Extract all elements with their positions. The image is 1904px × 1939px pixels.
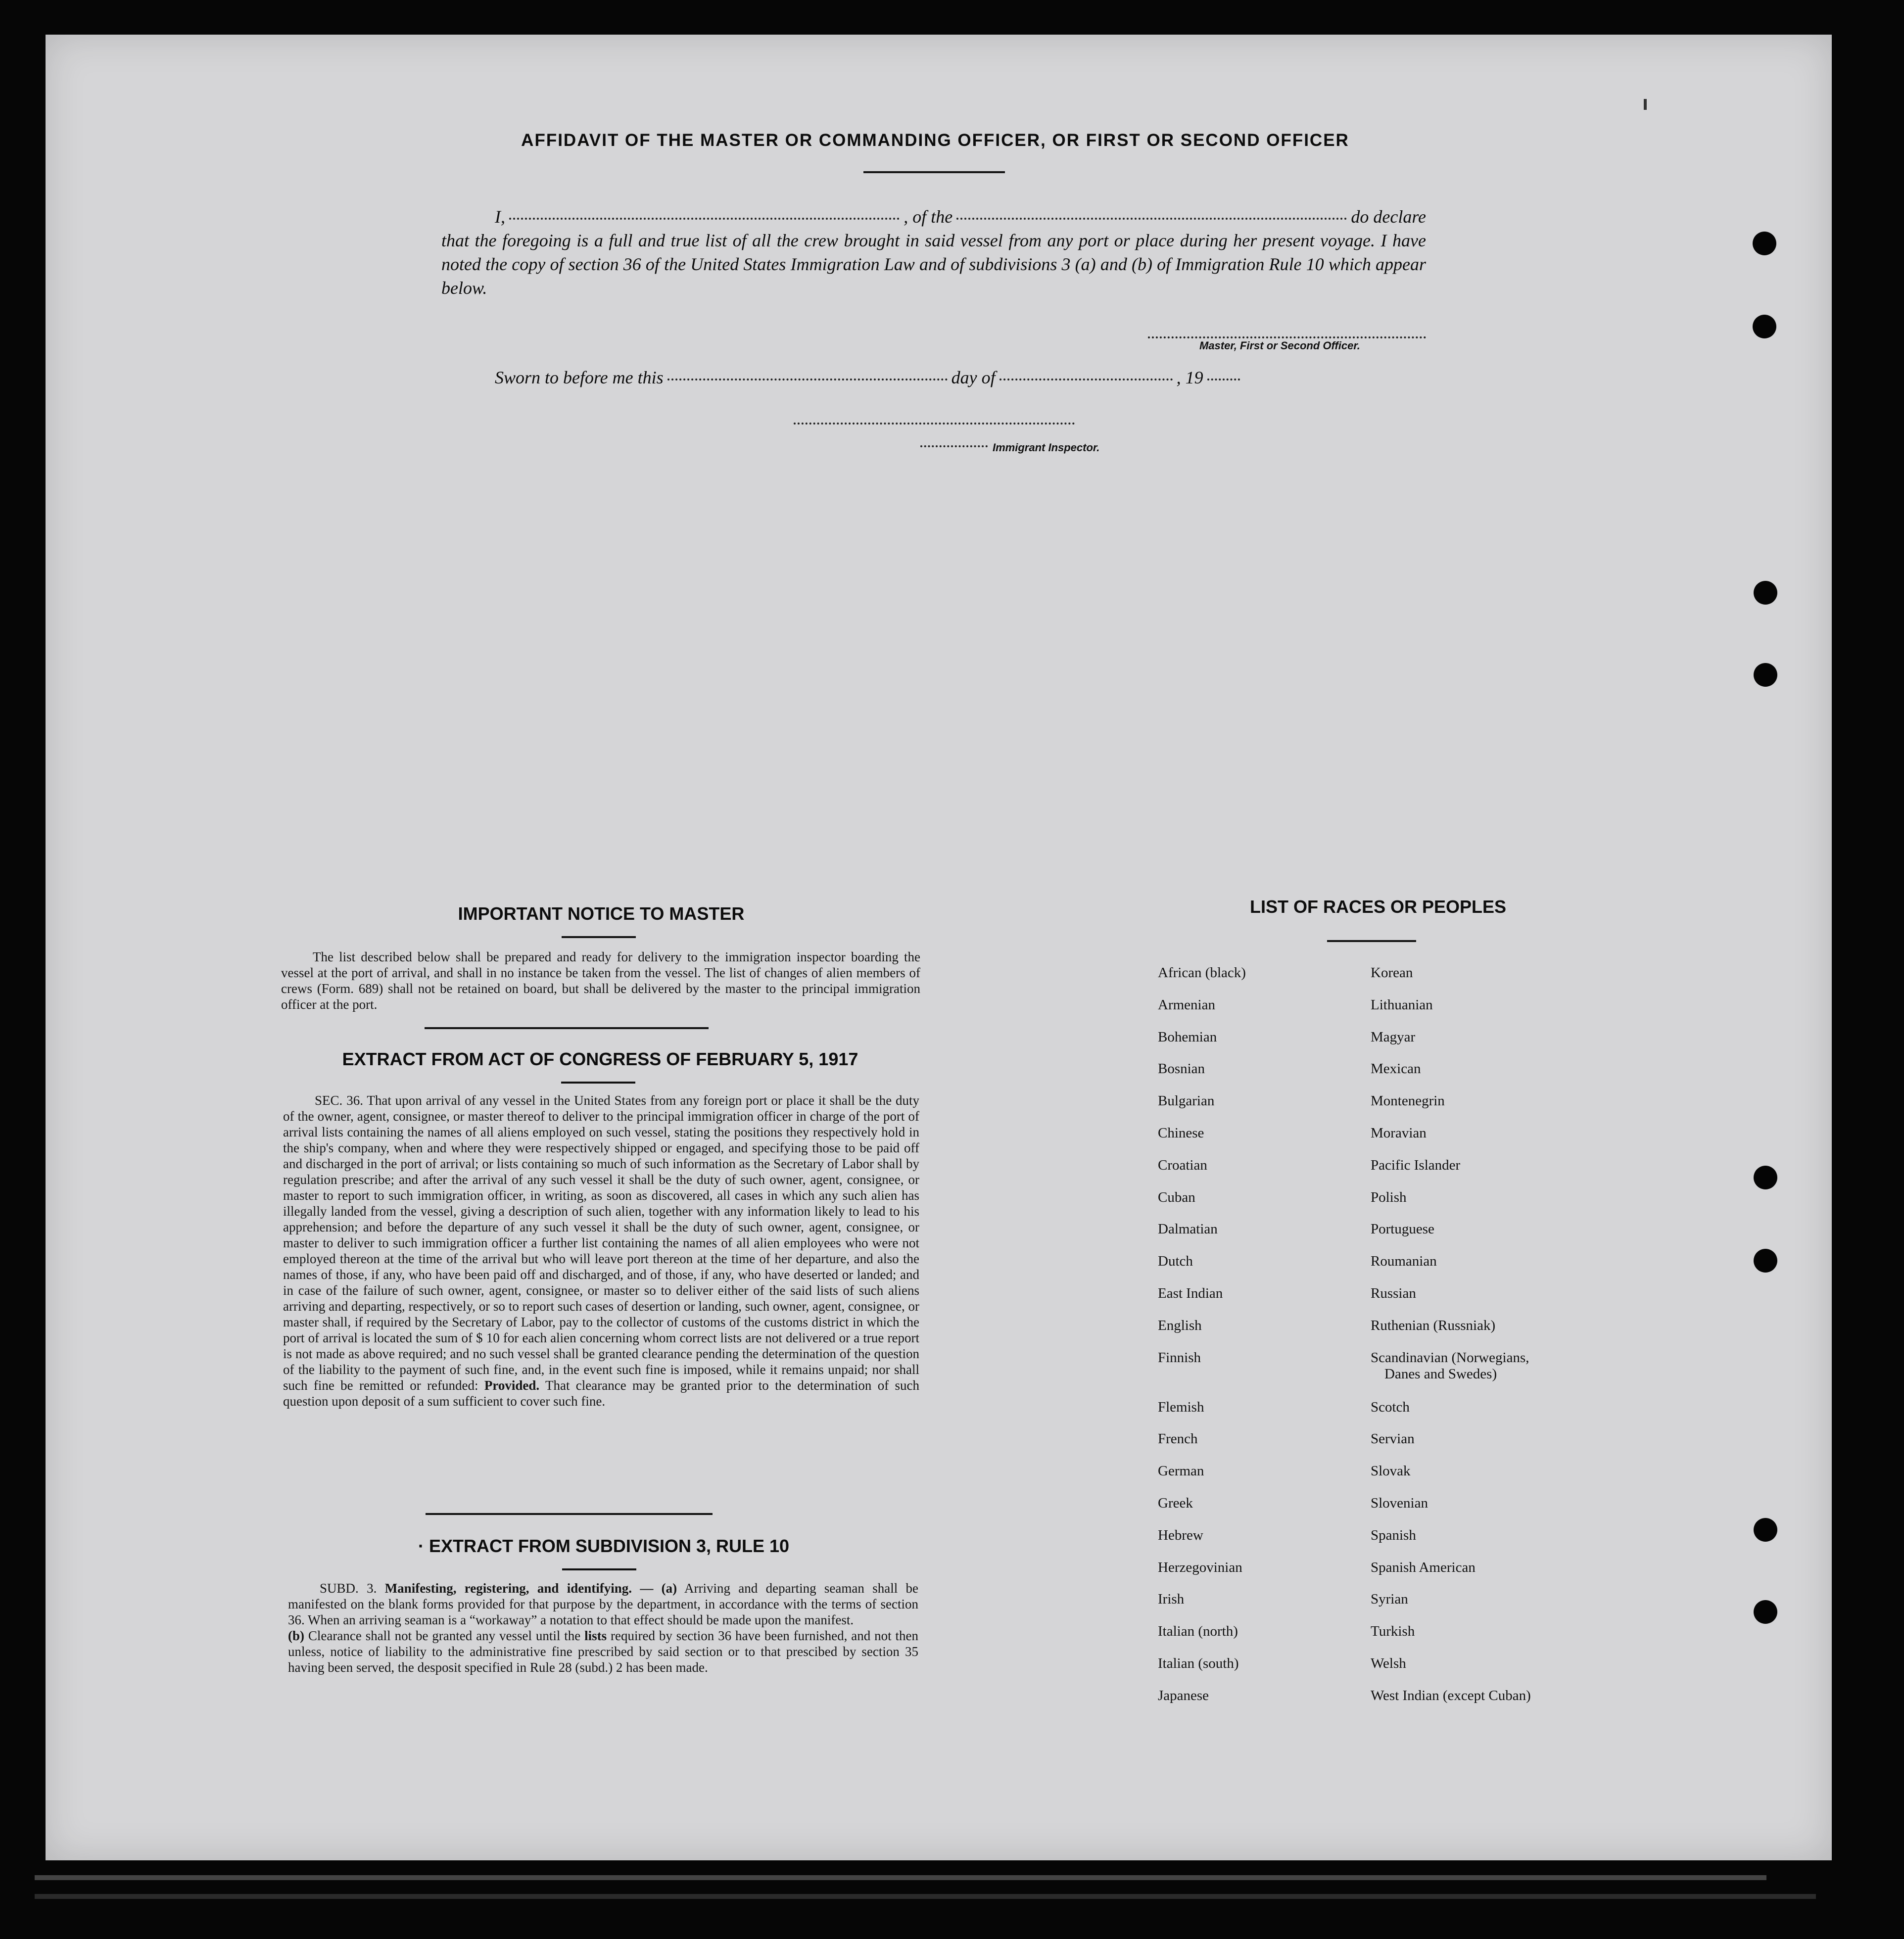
act-title-rule xyxy=(561,1082,635,1084)
punch-hole xyxy=(1754,1518,1777,1542)
race-right: Polish xyxy=(1371,1189,1407,1205)
race-row xyxy=(1158,1655,1653,1688)
act-text-end: That clearance may be granted prior to the determination of such question upon deposit of a sum sufficient to cover such fine. xyxy=(283,1378,920,1409)
page-edge xyxy=(35,1875,1766,1880)
race-right: Korean xyxy=(1371,965,1413,981)
subd-b-paragraph xyxy=(288,1628,918,1675)
race-left: German xyxy=(1158,1463,1204,1479)
race-left: Herzegovinian xyxy=(1158,1559,1242,1575)
name-field[interactable] xyxy=(509,218,900,220)
race-row xyxy=(1158,1688,1653,1720)
race-right: Spanish xyxy=(1371,1527,1416,1543)
subd-b-text-2: required by section 36 have been furnished, and not then unless, notice of liability to the administrative fine prescribed by said section or to that prescibed by section 35 having been served, the desposit specified in Rule 28 (subd.) 2 has been made. xyxy=(288,1628,919,1675)
race-right: Pacific Islander xyxy=(1371,1157,1461,1173)
subd-a-paragraph xyxy=(288,1580,918,1628)
race-row xyxy=(1158,1061,1653,1093)
race-right-line2: Danes and Swedes) xyxy=(1384,1366,1497,1382)
race-right: Servian xyxy=(1371,1431,1415,1447)
race-row xyxy=(1158,1623,1653,1655)
act-text-start: SEC. 36. That upon arrival of any vessel in the United States from any foreign port or place it shall be the duty of the owner, agent, consignee, or master thereof to deliver to the principal immigration officer in charge of the port of arrival lists containing the names of all aliens employed on such vessel, stating the positions they respectively hold in the ship's company, when and where they were respectively shipped or engaged, and specifying those to be paid off and discharged in the port of arrival; or lists containing so much of such information as the Secretary of Labor shall by regulation prescribe; and after the arrival of any such vessel it shall be the duty of such owner, agent, consignee, or master to report to such immigration officer, in writing, as soon as discovered, all cases in which any such alien has illegally landed from the vessel, giving a description of such alien, together with any information likely to lead to his apprehension; and before the departure of any such vessel it shall be the duty of such owner, agent, consignee, or master to deliver to such immigration officer a further list containing the names of all alien employees who were not employed thereon at the time of the arrival but who will leave port thereon at the time of her departure, and also the names of those, if any, who have been paid off and discharged, and of those, if any, who have deserted or landed; and in case of the failure of such owner, agent, consignee, or master so to deliver either of the said lists of such aliens arriving and departing, respectively, or so to report such cases of desertion or landing, such owner, agent, consignee, or master shall, if required by the Secretary of Labor, pay to the collector of customs of the customs district in which the port of arrival is located the sum of $ 10 for each alien concerning whom correct lists are not delivered or a true report is not made as above required; and no such vessel shall be granted clearance pending the determination of the question of the liability to the payment of such fine, and, in the event such fine is imposed, while it remains unpaid; nor shall such fine be remitted or refunded: xyxy=(283,1093,919,1393)
races-title: LIST OF RACES OR PEOPLES xyxy=(1249,897,1507,917)
race-row xyxy=(1158,1318,1653,1350)
race-left: African (black) xyxy=(1158,965,1246,981)
race-right: Portuguese xyxy=(1371,1221,1434,1237)
punch-hole xyxy=(1754,1166,1777,1189)
master-signature-label: Master, First or Second Officer. xyxy=(1199,339,1360,352)
race-right: Russian xyxy=(1371,1285,1416,1301)
punch-hole xyxy=(1753,315,1776,338)
race-left: Bosnian xyxy=(1158,1061,1205,1077)
race-row xyxy=(1158,1189,1653,1222)
punch-hole xyxy=(1754,1249,1777,1273)
race-row xyxy=(1158,1591,1653,1623)
declarant-row xyxy=(441,205,1426,229)
race-left: French xyxy=(1158,1431,1198,1447)
subd-b-text-1: Clearance shall not be granted any vessel until the xyxy=(308,1628,581,1643)
day-of-label: day of xyxy=(951,368,996,387)
subd-a-text: Arriving and departing seaman shall be manifested on the blank forms provided for that purpose by the department, in accordance with the terms of section 36. When an arriving seaman is a “workaway” a notation to that effect should be made upon the manifest. xyxy=(288,1581,919,1627)
affidavit-title: AFFIDAVIT OF THE MASTER OR COMMANDING OFFICER, OR FIRST OR SECOND OFFICER xyxy=(521,131,1349,150)
races-list xyxy=(1158,965,1653,1720)
rule-extract-text xyxy=(288,1580,918,1675)
race-row xyxy=(1158,1527,1653,1560)
title-rule xyxy=(863,171,1005,173)
race-left: Greek xyxy=(1158,1495,1193,1511)
race-row xyxy=(1158,1029,1653,1061)
subd-b-lists: lists xyxy=(584,1628,607,1643)
race-left: Flemish xyxy=(1158,1399,1204,1415)
i-label: I, xyxy=(495,207,505,227)
race-right-line1: Scandinavian (Norwegians, xyxy=(1371,1349,1529,1366)
notice-paragraph: The list described below shall be prepared and ready for delivery to the immigration inspector boarding the vessel at the port of arrival, and shall in no instance be taken from the vessel. The list of changes of alien members of crews (Form. 689) shall not be retained on board, but shall be delivered by the master to the principal immigration officer at the port. xyxy=(281,949,920,1012)
race-row xyxy=(1158,1285,1653,1318)
sworn-row xyxy=(495,367,1272,388)
punch-hole xyxy=(1754,663,1777,687)
subd-label: SUBD. 3. xyxy=(320,1581,377,1596)
race-right: Slovenian xyxy=(1371,1495,1428,1511)
speck xyxy=(1644,99,1647,110)
sworn-year-field[interactable] xyxy=(1207,378,1240,380)
page-edge xyxy=(35,1894,1816,1899)
sworn-label: Sworn to before me this xyxy=(495,368,664,387)
section-divider xyxy=(426,1513,713,1515)
race-left: Italian (south) xyxy=(1158,1655,1239,1671)
race-right: Moravian xyxy=(1371,1125,1427,1141)
race-left: Croatian xyxy=(1158,1157,1207,1173)
race-left: Cuban xyxy=(1158,1189,1195,1205)
race-right: Syrian xyxy=(1371,1591,1408,1608)
race-right: Lithuanian xyxy=(1371,996,1433,1013)
subd-b-label: (b) xyxy=(288,1628,304,1643)
race-left: Armenian xyxy=(1158,996,1215,1013)
race-left: Japanese xyxy=(1158,1687,1209,1703)
race-left: Chinese xyxy=(1158,1125,1204,1141)
master-signature-field[interactable] xyxy=(1148,336,1426,338)
section-divider xyxy=(425,1027,709,1029)
subd-a-label: — (a) xyxy=(640,1581,677,1596)
notice-rule xyxy=(562,936,636,938)
sworn-day-field[interactable] xyxy=(667,378,948,380)
race-row xyxy=(1158,1221,1653,1253)
punch-hole xyxy=(1754,1600,1777,1624)
race-row xyxy=(1158,1431,1653,1463)
race-left: Irish xyxy=(1158,1591,1185,1608)
rule-title-rule xyxy=(562,1568,636,1570)
of-the-label: , of the xyxy=(904,207,953,227)
race-row xyxy=(1158,1560,1653,1592)
race-left: Finnish xyxy=(1158,1349,1201,1366)
act-paragraph xyxy=(283,1092,919,1409)
notice-title: IMPORTANT NOTICE TO MASTER xyxy=(458,903,745,924)
vessel-field[interactable] xyxy=(956,218,1347,220)
race-left: Dalmatian xyxy=(1158,1221,1218,1237)
notice-text xyxy=(281,949,920,1012)
subd-heading: Manifesting, registering, and identifying. xyxy=(384,1581,632,1596)
race-left: English xyxy=(1158,1317,1202,1333)
year-label: , 19 xyxy=(1176,368,1203,387)
race-right xyxy=(1371,1350,1648,1399)
race-left: East Indian xyxy=(1158,1285,1223,1301)
race-right: Scotch xyxy=(1371,1399,1410,1415)
race-row xyxy=(1158,997,1653,1029)
do-declare-label: do declare xyxy=(1351,207,1427,227)
race-right: Turkish xyxy=(1371,1623,1415,1640)
race-row xyxy=(1158,1093,1653,1125)
race-row xyxy=(1158,1350,1653,1399)
race-right: Montenegrin xyxy=(1371,1093,1445,1109)
punch-hole xyxy=(1754,581,1777,605)
sworn-month-field[interactable] xyxy=(1000,378,1173,380)
race-row xyxy=(1158,1463,1653,1495)
race-row xyxy=(1158,1495,1653,1527)
race-right: Magyar xyxy=(1371,1029,1416,1045)
race-right: Roumanian xyxy=(1371,1253,1437,1270)
race-right: Slovak xyxy=(1371,1463,1411,1479)
race-right: West Indian (except Cuban) xyxy=(1371,1687,1531,1703)
act-extract-text xyxy=(283,1092,919,1409)
race-row xyxy=(1158,1399,1653,1431)
inspector-name-field[interactable] xyxy=(920,445,988,447)
race-right: Spanish American xyxy=(1371,1559,1476,1575)
race-right: Welsh xyxy=(1371,1655,1406,1671)
rule-extract-title: · EXTRACT FROM SUBDIVISION 3, RULE 10 xyxy=(418,1536,790,1556)
race-row xyxy=(1158,965,1653,997)
race-right: Mexican xyxy=(1371,1061,1421,1077)
inspector-signature-field[interactable] xyxy=(794,423,1075,425)
race-right: Ruthenian (Russniak) xyxy=(1371,1317,1496,1333)
affidavit-body: that the foregoing is a full and true list of all the crew brought in said vessel from any port or place during her present voyage. I have noted the copy of section 36 of the United States Immigration Law and of subdivisions 3 (a) and (b) of Immigration Rule 10 which appear below. xyxy=(441,231,1426,298)
races-title-rule xyxy=(1327,940,1416,942)
punch-hole xyxy=(1753,232,1776,255)
provided-label: Provided. xyxy=(484,1378,540,1393)
inspector-label: Immigrant Inspector. xyxy=(993,441,1100,454)
race-left: Bulgarian xyxy=(1158,1093,1215,1109)
race-left: Hebrew xyxy=(1158,1527,1203,1543)
race-row xyxy=(1158,1125,1653,1157)
race-row xyxy=(1158,1157,1653,1189)
race-left: Dutch xyxy=(1158,1253,1193,1270)
race-row xyxy=(1158,1253,1653,1285)
race-left: Bohemian xyxy=(1158,1029,1217,1045)
race-left: Italian (north) xyxy=(1158,1623,1238,1640)
act-extract-title: EXTRACT FROM ACT OF CONGRESS OF FEBRUARY 5, 1917 xyxy=(342,1049,858,1069)
affidavit-block xyxy=(441,205,1426,300)
